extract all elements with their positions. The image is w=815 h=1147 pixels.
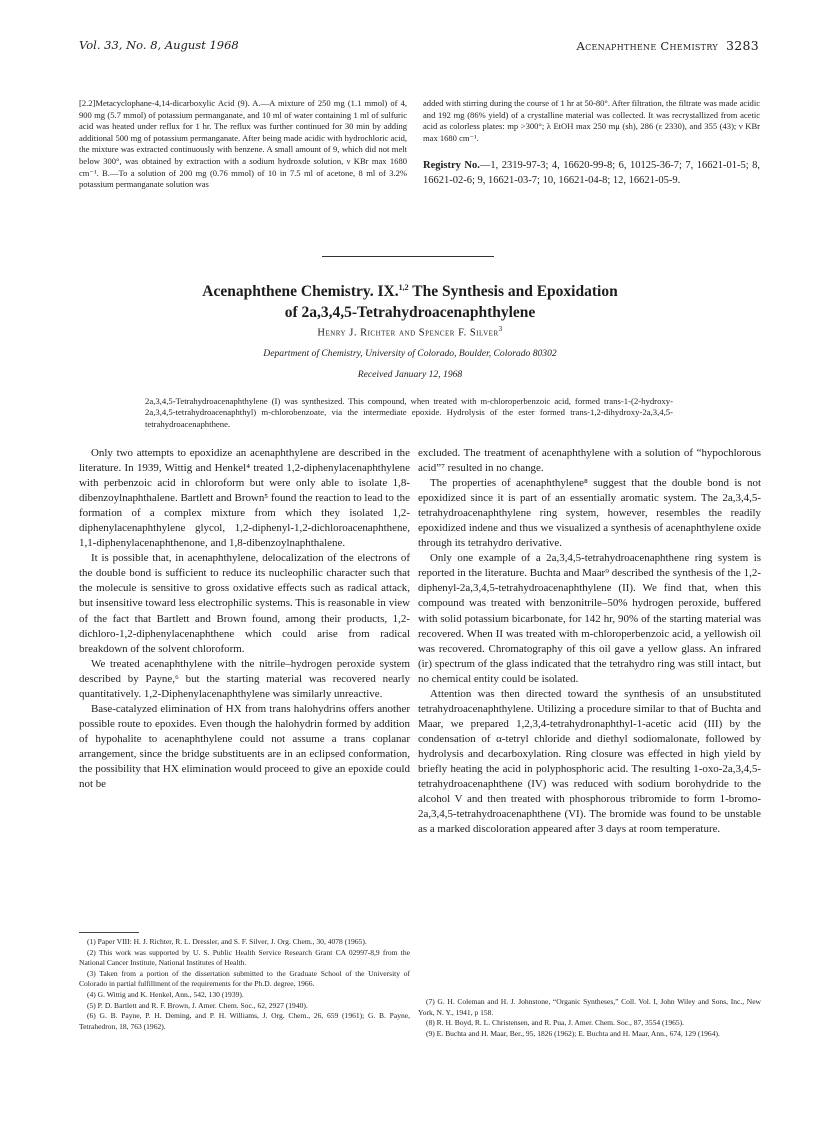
footnote: (9) E. Buchta and H. Maar, Ber., 95, 1826 (1962); E. Buchta and H. Maar, Ann., 674, 129 (1964). [426,1028,720,1038]
received-date: Received January 12, 1968 [357,369,463,380]
body-paragraph: Base-catalyzed elimination of HX from trans halohydrins offers another possible route to epoxides. Even though the halohydrin formed by addition of hypohalite to acenaphthylene could not assume a trans coplanar arrangement, since the bridge substituents are in an eclipsed conformation, the possibility that HX elimination would proceed to give an epoxide could not be [79,702,410,791]
author-line [60,325,760,339]
body-paragraph: Only two attempts to epoxidize an acenaphthylene are described in the literature. In 1939, Wittig and Henkel⁴ treated 1,2-diphenylacenaphthylene with perbenzoic acid in chloroform but were only able to isolate 1,8-dibenzoylnaphthalene. Bartlett and Brown⁵ found the reaction to lead to the formation of a complex mixture from which they isolated 1,2-diphenylacenaphthylene glycol, 1,2-diphenyl-1,2-dichloroacenaphthene, 1,1-diphenylacenaphthenone, and 1,8-dibenzoylnaphthalene. [79,447,410,550]
footnote: (2) This work was supported by U. S. Public Health Service Research Grant CA 02997-8,9 from the National Cancer Institute, National Institutes of Health. [79,947,410,968]
previous-article-right-column [423,98,760,188]
footnotes-right [418,997,761,1039]
body-paragraph: The properties of acenaphthylene⁸ suggest that the double bond is not epoxidized since it is part of an essentially aromatic system. The 2a,3,4,5-tetrahydroacenaphthylene ring system, however, resembles the readily epoxidized indene and thus we visualized a synthesis of acenaphthylene oxide through its tetrahydro derivative. [418,477,761,550]
body-paragraph: excluded. The treatment of acenaphthylene with a solution of “hypochlorous acid”⁷ resulted in no change. [418,447,761,475]
journal-volume-header: Vol. 33, No. 8, August 1968 [79,38,239,52]
body-paragraph: Only one example of a 2a,3,4,5-tetrahydroacenaphthene ring system is reported in the literature. Buchta and Maar⁹ described the synthesis of the 1,2-diphenyl-2a,3,4,5-tetrahydroacenaphthylene (II). We find that, when this compound was treated with benzonitrile–50% hydrogen peroxide, buffered with solid potassium bicarbonate, for 142 hr, 90% of the starting material was recovered. When II was treated with m-chloroperbenzoic acid, a yellowish oil was recovered. Chromatography of this oil gave a yellow glass. An infrared (ir) spectrum of the glass indicated that the tetrahydro ring was still intact, but no chemical entity could be isolated. [418,552,761,685]
author-footnote-mark: 3 [498,325,503,333]
body-right-column [418,446,761,837]
body-paragraph: Attention was then directed toward the synthesis of an unsubstituted tetrahydroacenaphthylene. Utilizing a procedure similar to that of Buchta and Maar, we prepared 1,2,3,4-tetrahydronaphthyl-1-acetic acid (III) by the condensation of α-tetryl chloride and diethyl sodiomalonate, followed by hydrolysis and decarboxylation. Ring closure was effected in high yield by briefly heating the acid in polyphosphoric acid. The resulting 1-oxo-2a,3,4,5-tetrahydroacenaphthene (IV) was reduced with sodium borohydride to the alcohol V and then treated with phosphorous tribromide to form 1-bromo-2a,3,4,5-tetrahydroacenaphthene (VI). The bromide was found to be unstable as a marked discoloration appeared after 3 days at room temperature. [418,687,761,836]
footnote: (4) G. Wittig and K. Henkel, Ann., 542, 130 (1939). [87,989,244,999]
running-title: Acenaphthene Chemistry [576,39,718,53]
registry-numbers [423,158,760,188]
footnote: (5) P. D. Bartlett and R. F. Brown, J. Amer. Chem. Soc., 62, 2927 (1940). [87,1000,308,1010]
footnote: (1) Paper VIII: H. J. Richter, R. L. Dressler, and S. F. Silver, J. Org. Chem., 30, 4078 (1965). [87,937,367,946]
footnote: (3) Taken from a portion of the dissertation submitted to the Graduate School of the University of Colorado in partial fulfillment of the requirements for the Ph.D. degree, 1966. [79,968,410,989]
abstract: 2a,3,4,5-Tetrahydroacenaphthylene (I) was synthesized. This compound, when treated with m-chloroperbenzoic acid, formed trans-1-(2-hydroxy-2a,3,4,5-tetrahydroacenaphthyl) m-chlorobenzoate, via the intermediate epoxide. Hydrolysis of the ester formed trans-1,2-dihydroxy-2a,3,4,5-tetrahydroacenaphthene. [145,396,673,429]
registry-list: —1, 2319-97-3; 4, 16620-99-8; 6, 10125-36-7; 7, 16621-01-5; 8, 16621-02-6; 9, 16621-03-7; 10, 16621-04-8; 12, 16621-05-9. [423,160,760,187]
footnote: (6) G. B. Payne, P. H. Deming, and P. H. Williams, J. Org. Chem., 26, 659 (1961); G. B. Payne, Tetrahedron, 18, 763 (1962). [79,1011,410,1031]
running-title-header [576,38,759,53]
title-line-1: Acenaphthene Chemistry. IX. [202,283,399,301]
article-separator-rule [322,256,494,257]
title-line-2: of 2a,3,4,5-Tetrahydroacenaphthylene [284,304,536,322]
footnote: (7) G. H. Coleman and H. J. Johnstone, “Organic Syntheses,” Coll. Vol. I, John Wiley and Sons, Inc., New York, N. Y., 1941, p 158. [418,997,761,1017]
previous-article-left-column [79,98,407,191]
footnotes-left [79,937,410,1032]
registry-label: Registry No. [423,160,480,172]
page-number: 3283 [725,38,759,53]
title-line-1-end: The Synthesis and Epoxidation [408,283,618,301]
previous-article-text-left: [2.2]Metacyclophane-4,14-dicarboxylic Acid (9). A.—A mixture of 250 mg (1.1 mmol) of 4, 900 mg (5.7 mmol) of potassium permanganate, and 10 ml of water containing 1 ml of sulfuric acid was heated under reflux for 1 hr. The reflux was further continued for 30 min by adding additional 500 mg of potassium permanganate. After being made acidic with hydrochloric acid, the mixture was extracted continuously with benzene. A small amount of 9, which did not melt below 300°, was obtained by extraction with a sodium hydroxde solution, ν KBr max 1680 cm⁻¹. B.—To a solution of 200 mg (0.76 mmol) of 10 in 7.5 ml of acetone, 8 ml of 3.2% potassium permanganate solution was [79,98,407,190]
previous-article-text-right: added with stirring during the course of 1 hr at 50-80°. After filtration, the filtrate was made acidic and 192 mg (86% yield) of a crystalline material was collected. It was recrystallized from acetic acid as colorless plates: mp >300°; λ EtOH max 250 mμ (sh), 286 (ε 2330), and 355 (43); ν KBr max 1680 cm⁻¹. [423,98,760,143]
body-paragraph: We treated acenaphthylene with the nitrile–hydrogen peroxide system described by Payne,⁶ but the starting material was recovered nearly quantitatively. 1,2-Diphenylacenaphthylene was similarly unreactive. [79,657,410,700]
footnote-rule [79,932,139,933]
body-left-column [79,446,410,792]
affiliation: Department of Chemistry, University of Colorado, Boulder, Colorado 80302 [263,348,557,359]
footnote: (8) R. H. Boyd, R. L. Christensen, and R. Pua, J. Amer. Chem. Soc., 87, 3554 (1965). [426,1018,685,1028]
body-paragraph: It is possible that, in acenaphthylene, delocalization of the electrons of the double bond is sufficient to reduce its nucleophilic character such that the molecule is sensitive to gross oxidative effects such as radical attack, but insensitive toward less electrophilic systems. This is reasonable in view of the fact that Bartlett and Brown found, among their products, 1,2-dichloro-1,2-diphenylacenaphthene which could arise from radical breakdown of the solvent chloroform. [79,552,410,655]
title-footnote-marks: 1,2 [398,283,409,292]
article-title [60,277,760,323]
author-names: Henry J. Richter and Spencer F. Silver [317,327,499,339]
